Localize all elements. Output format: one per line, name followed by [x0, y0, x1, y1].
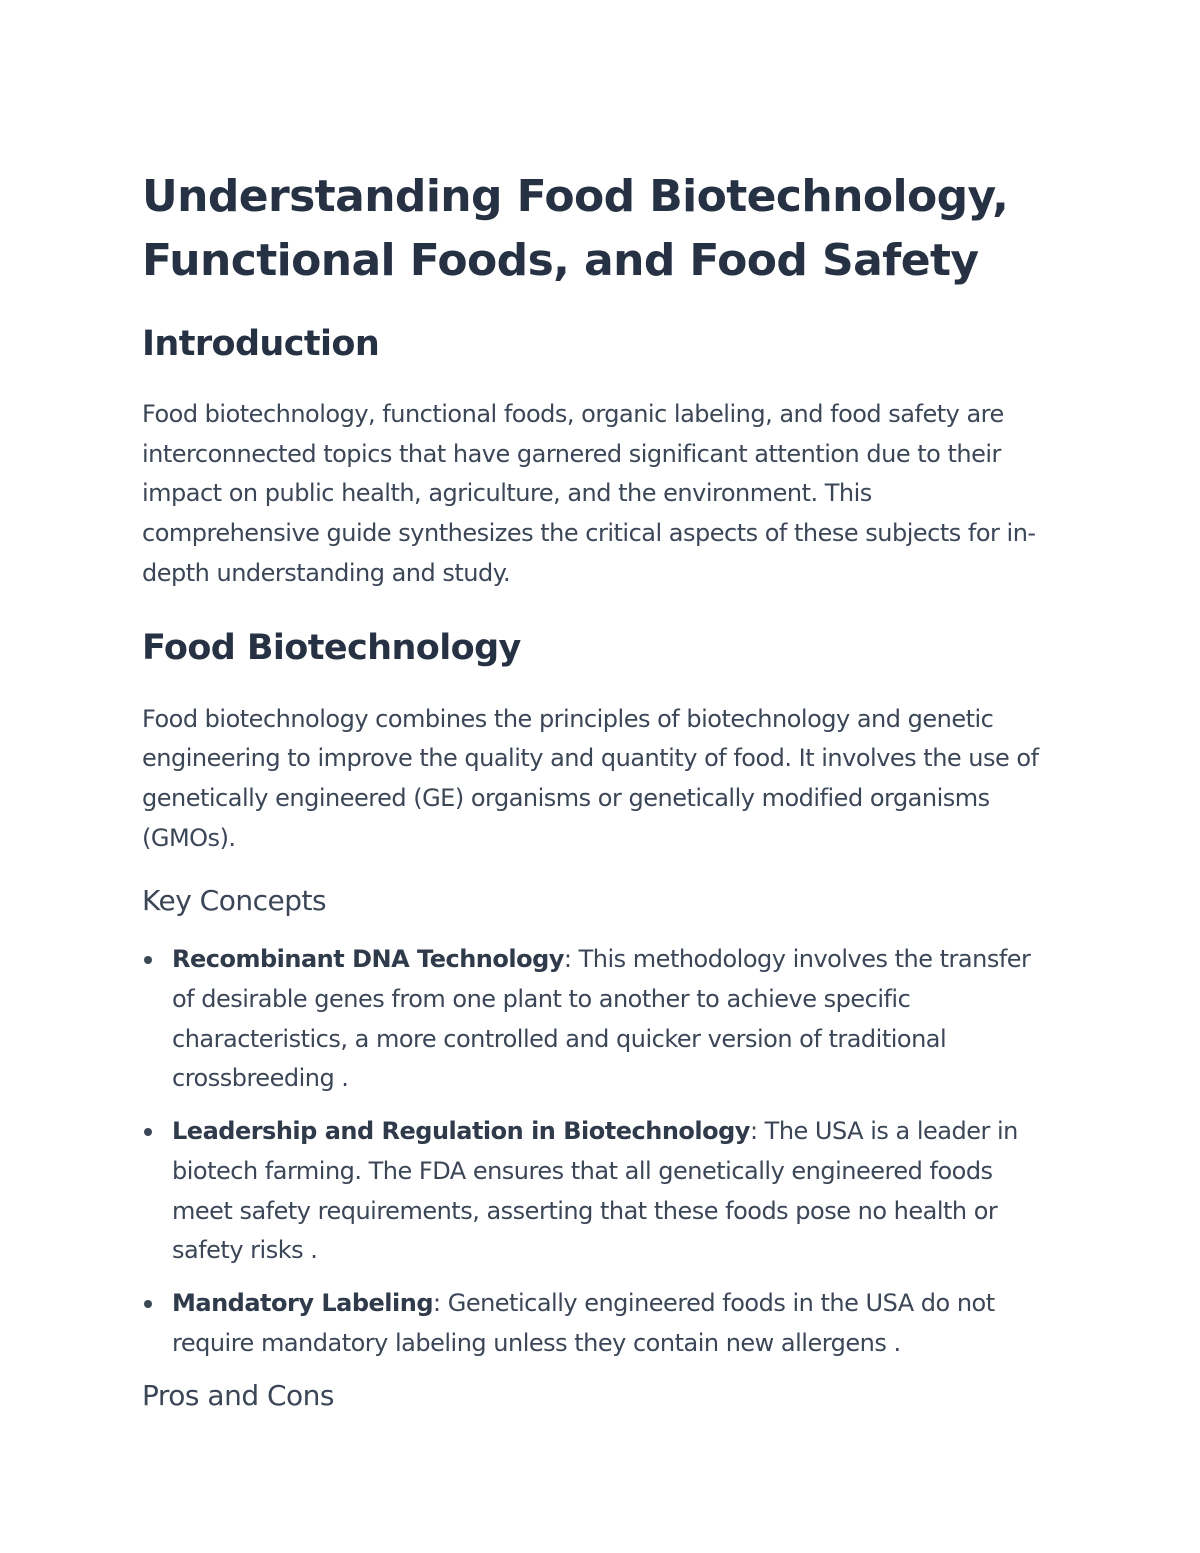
list-item-term: Mandatory Labeling [172, 1288, 433, 1317]
list-item [142, 1284, 1055, 1363]
list-item-text: : Genetically engineered foods in the USA do not require mandatory labeling unless they contain new allergens . [172, 1288, 995, 1357]
food-biotechnology-paragraph: Food biotechnology combines the principles of biotechnology and genetic engineering to improve the quality and quantity of food. It involves the use of genetically engineered (GE) organisms or genetically modified organisms (GMOs). [142, 704, 1039, 852]
subheading-pros-and-cons: Pros and Cons [142, 1379, 335, 1413]
list-item-text: : This methodology involves the transfer of desirable genes from one plant to another to achieve specific characteristics, a more controlled and quicker version of traditional crossbreeding . [172, 945, 1031, 1093]
page-title: Understanding Food Biotechnology, Functional Foods, and Food Safety [142, 171, 1009, 286]
bullet-icon [144, 956, 152, 964]
section-heading-food-biotechnology: Food Biotechnology [142, 627, 521, 668]
introduction-paragraph: Food biotechnology, functional foods, organic labeling, and food safety are interconnected topics that have garnered significant attention due to their impact on public health, agriculture, and the environment. This comprehensive guide synthesizes the critical aspects of these subjects for in-depth understanding and study. [142, 400, 1036, 587]
list-item [142, 1112, 1055, 1271]
list-item-text: : The USA is a leader in biotech farming. The FDA ensures that all genetically engineered foods meet safety requirements, asserting that these foods pose no health or safety risks . [172, 1117, 1018, 1265]
subheading-key-concepts: Key Concepts [142, 884, 327, 918]
key-concepts-list [142, 940, 1055, 1363]
bullet-icon [144, 1300, 152, 1308]
list-item-term: Recombinant DNA Technology [172, 945, 564, 974]
section-heading-introduction: Introduction [142, 324, 380, 364]
list-item-term: Leadership and Regulation in Biotechnology [172, 1117, 750, 1146]
list-item [142, 940, 1055, 1099]
bullet-icon [144, 1128, 152, 1136]
